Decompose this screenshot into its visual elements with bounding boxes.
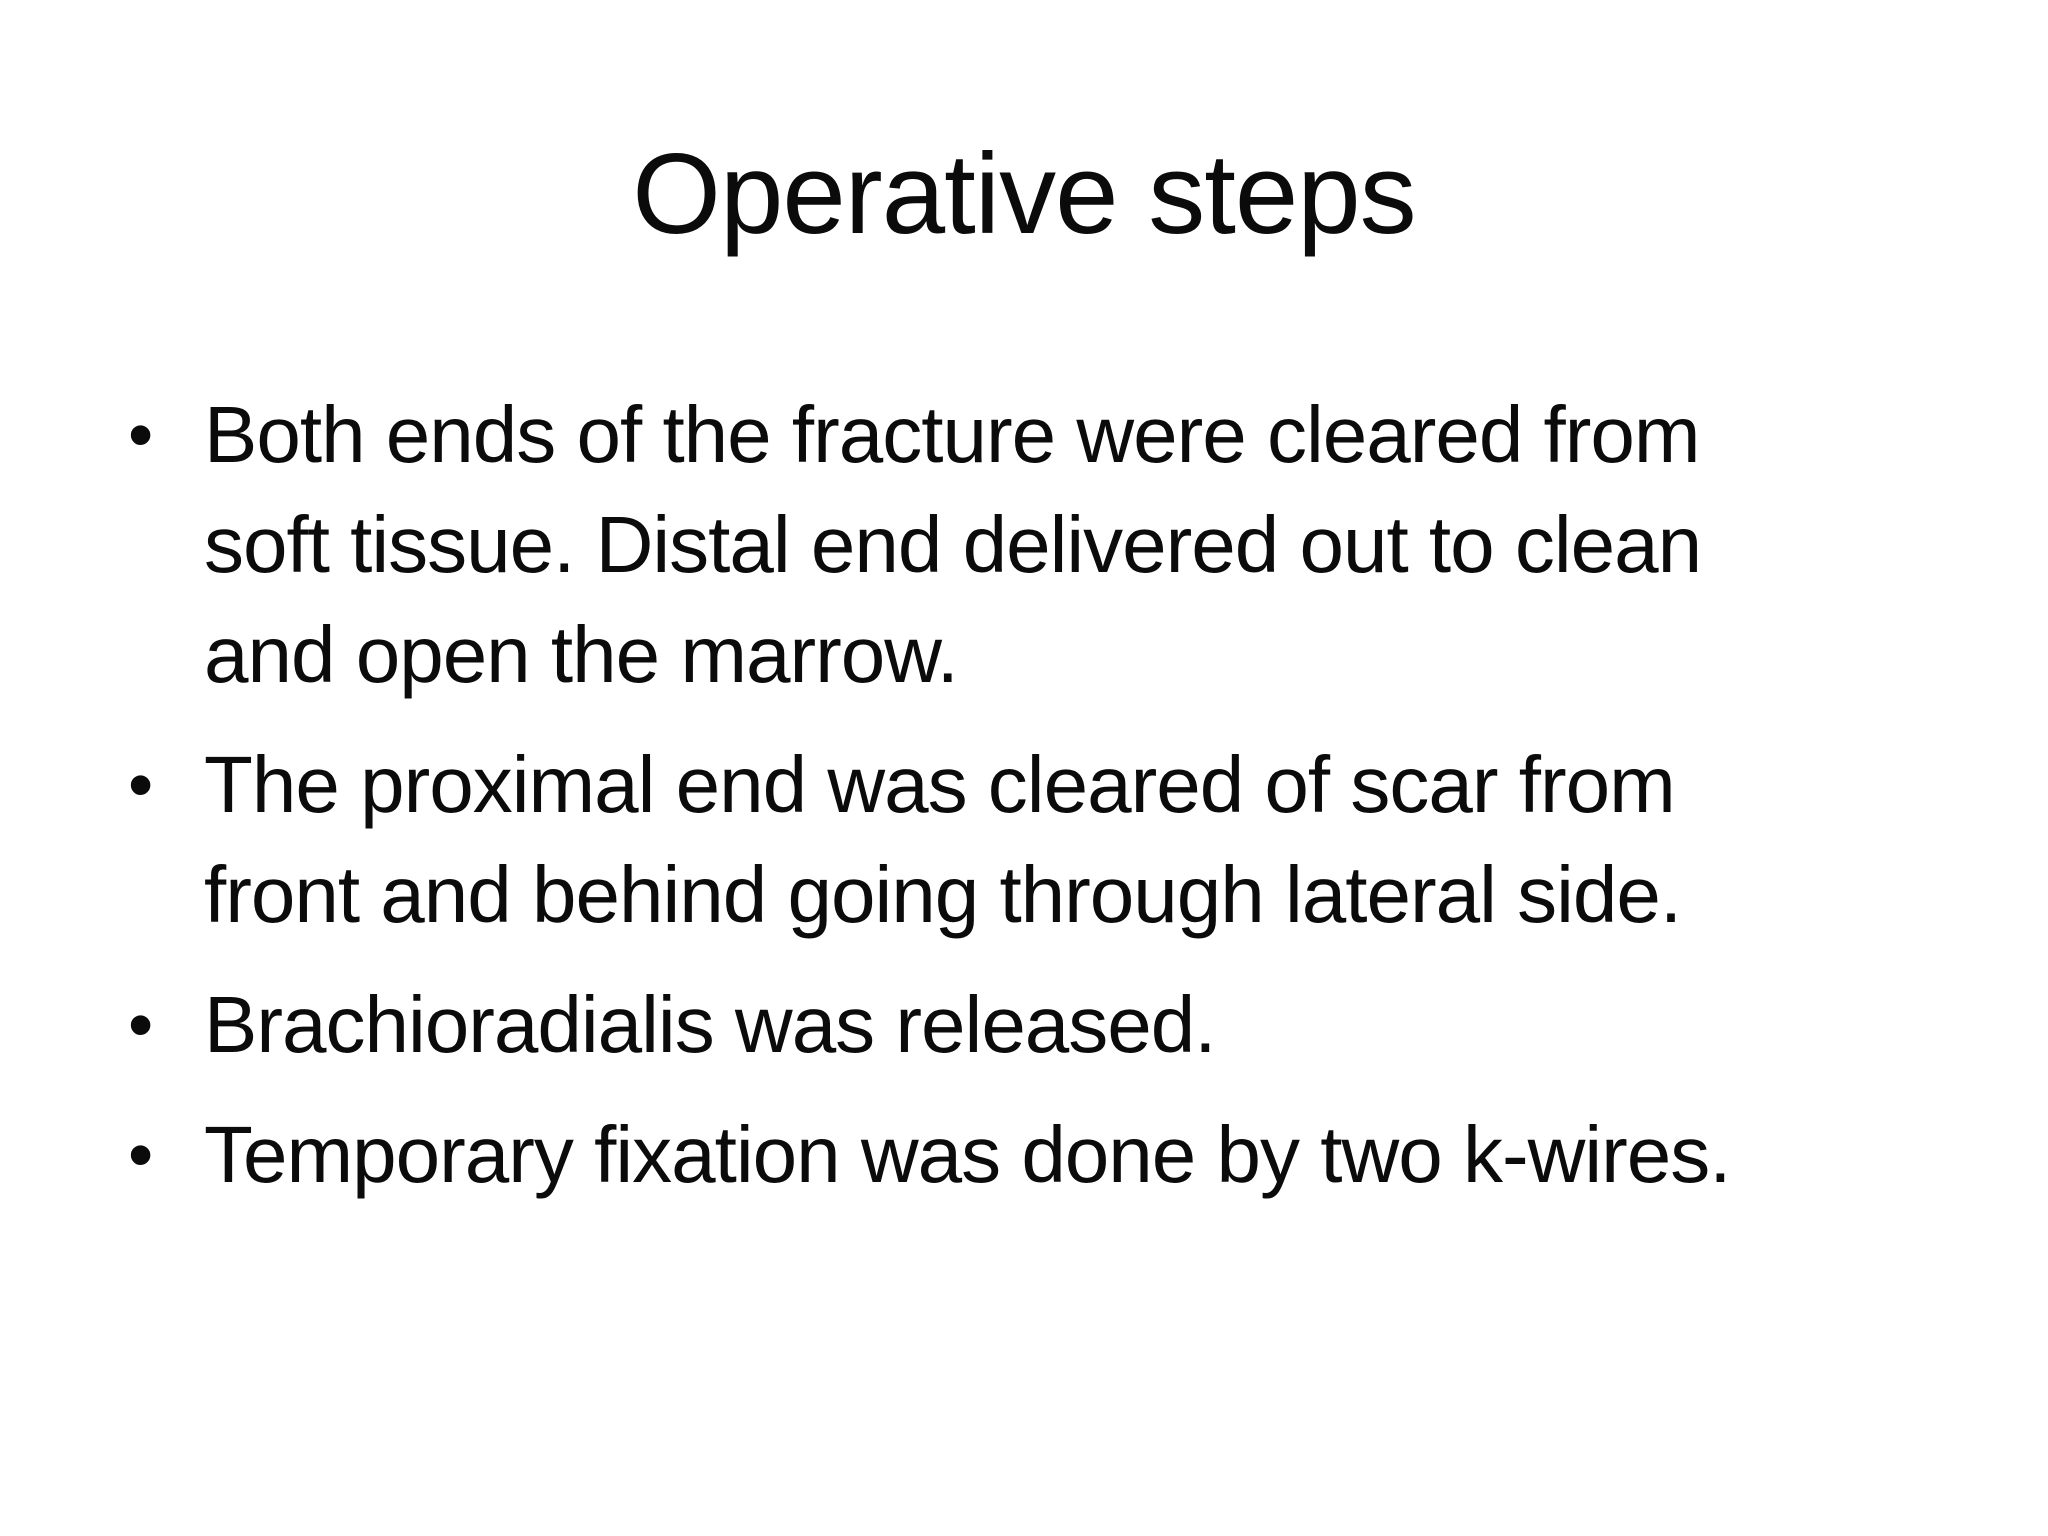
bullet-line: front and behind going through lateral side. — [204, 850, 1682, 939]
bullet-line: and open the marrow. — [204, 610, 958, 699]
bullet-line: soft tissue. Distal end delivered out to clean — [204, 500, 1702, 589]
bullet-item-1 — [120, 380, 1960, 710]
bullet-item-4 — [120, 1100, 1960, 1210]
bullet-icon: • — [128, 395, 153, 475]
bullet-icon: • — [128, 985, 153, 1065]
bullet-line: Brachioradialis was released. — [204, 980, 1216, 1069]
bullet-icon: • — [128, 1115, 153, 1195]
slide-title: Operative steps — [632, 131, 1416, 258]
bullet-icon: • — [128, 745, 153, 825]
bullet-line: Temporary fixation was done by two k-wires. — [204, 1110, 1731, 1199]
bullet-list — [120, 380, 1960, 1230]
bullet-item-3 — [120, 970, 1960, 1080]
bullet-line: Both ends of the fracture were cleared from — [204, 390, 1700, 479]
bullet-line: The proximal end was cleared of scar from — [204, 740, 1675, 829]
bullet-item-2 — [120, 730, 1960, 950]
